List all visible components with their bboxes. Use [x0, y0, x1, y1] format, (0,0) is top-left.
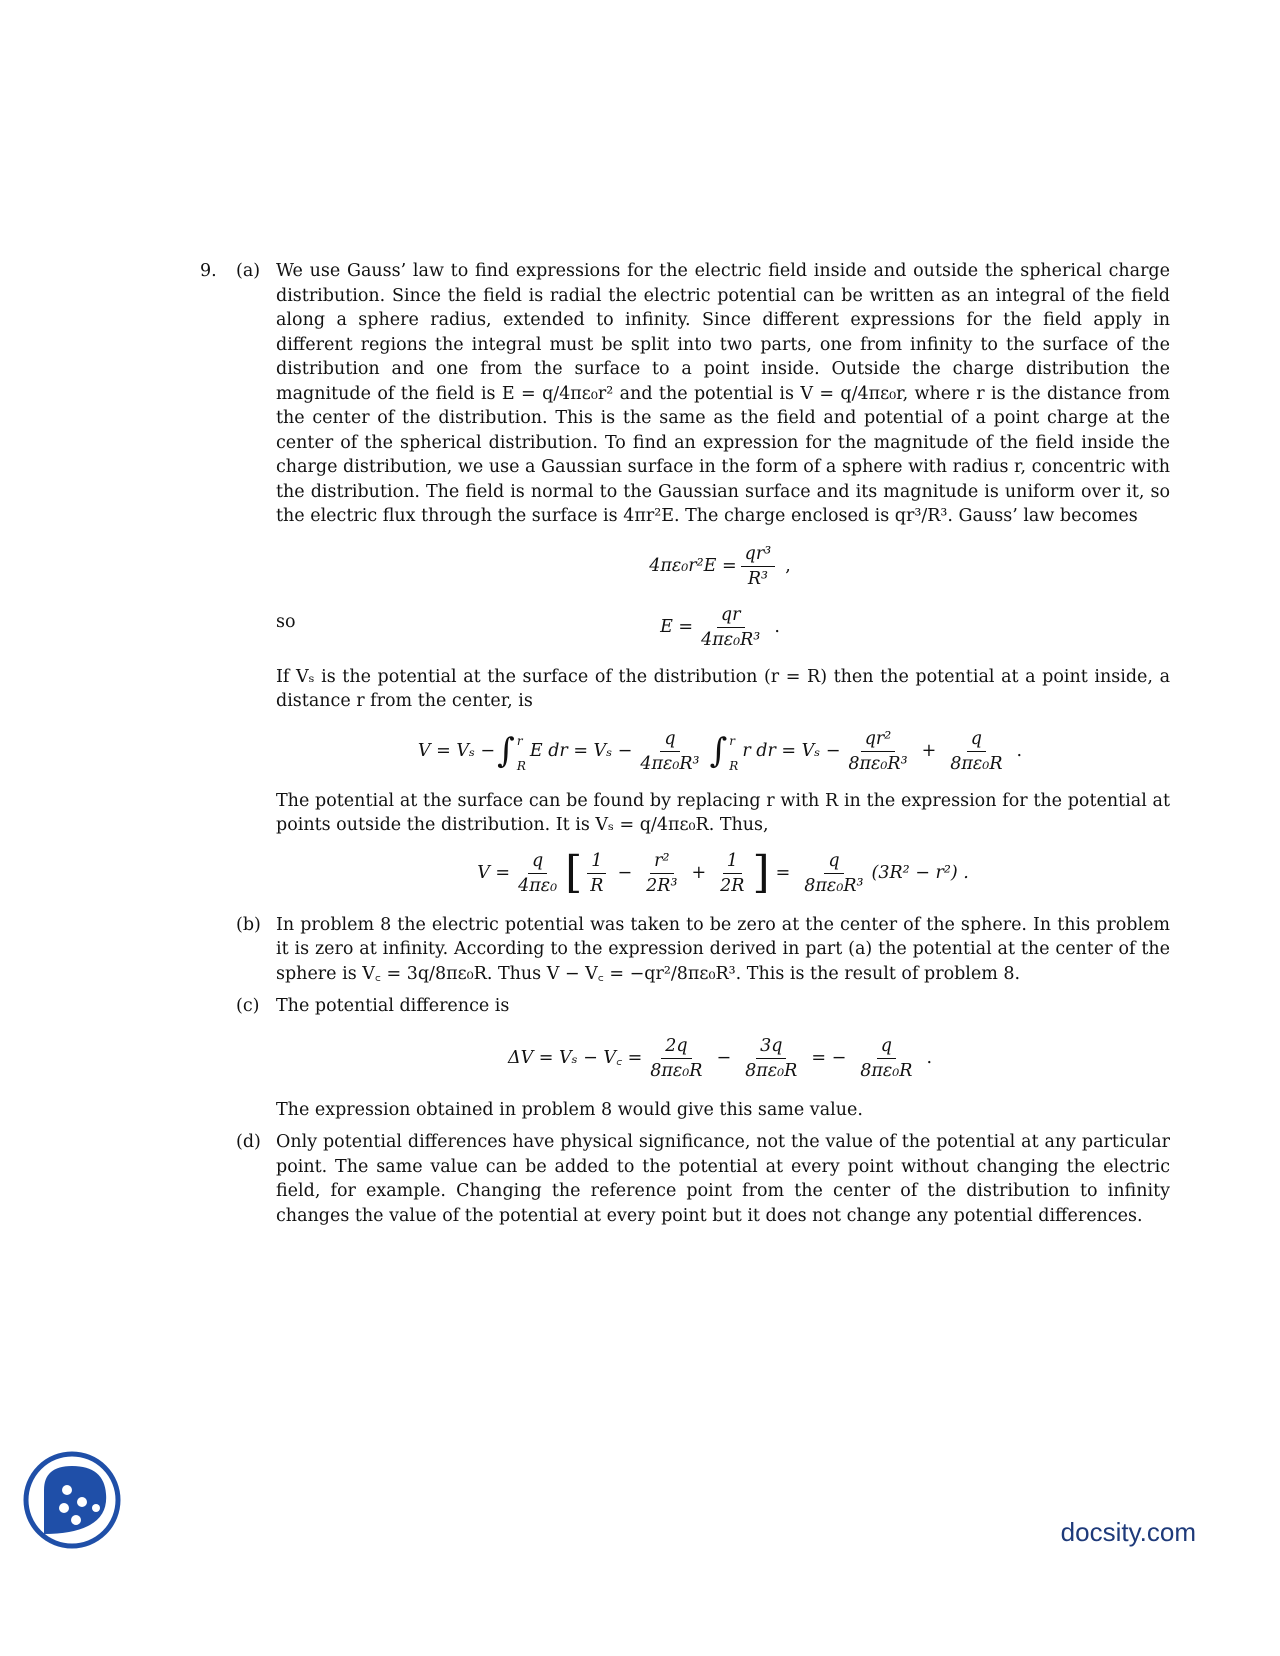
eq4-g1-denominator: R [590, 875, 604, 896]
eq4-f2-denominator: 8πε₀R³ [804, 875, 864, 896]
eq4-f2-numerator: q [824, 850, 843, 874]
integral-2-limits [729, 729, 738, 773]
eq5-f1-denominator: 8πε₀R [650, 1060, 703, 1081]
integral-sign-1: ∫ [497, 731, 515, 771]
eq4-minus: − [617, 862, 633, 883]
eq3-part-a: V = Vₛ − [417, 740, 496, 761]
eq1-tail: , [785, 555, 791, 576]
eq5-fraction-3 [856, 1035, 916, 1082]
part-a-label: (a) [236, 261, 261, 281]
eq5-f3-denominator: 8πε₀R [860, 1060, 913, 1081]
eq4-g-fraction-3 [716, 850, 748, 897]
eq5-lhs: ΔV = Vₛ − V꜀ = [507, 1047, 643, 1068]
part-c-text: The potential difference is [276, 996, 510, 1016]
eq3-fraction-3 [946, 728, 1006, 775]
so-word: so [276, 611, 296, 632]
eq3-tail: . [1016, 740, 1023, 761]
eq2-fraction [697, 604, 764, 651]
eq4-g-fraction-1 [586, 850, 607, 897]
integral-1-lower: R [516, 758, 526, 773]
eq3-part-b: E dr = Vₛ − [529, 740, 633, 761]
equation-potential-difference [276, 1035, 1170, 1082]
equation-field-inside [276, 604, 1170, 651]
right-bracket: ] [752, 847, 770, 898]
eq3-f2-numerator: qr² [861, 728, 896, 752]
part-d-text: Only potential differences have physical significance, not the value of the potential at any particular point. The same value can be added to the potential at every point without changing the electric field, for example. Changing the reference point from the center of the distribution to infinity changes the value of the potential at every point but it does not change any potential differences. [276, 1132, 1170, 1226]
eq5-tail: . [926, 1047, 933, 1068]
eq3-f3-denominator: 8πε₀R [950, 753, 1003, 774]
eq3-f1-numerator: q [660, 728, 679, 752]
eq4-tail: (3R² − r²) . [871, 862, 969, 883]
eq3-f1-denominator: 4πε₀R³ [640, 753, 700, 774]
part-c-after: The expression obtained in problem 8 would give this same value. [276, 1099, 863, 1120]
integral-sign-2: ∫ [709, 731, 728, 771]
part-b-label: (b) [236, 914, 261, 935]
docsity-logo-icon[interactable] [22, 1450, 122, 1550]
part-d [200, 1130, 1170, 1228]
eq1-denominator: R³ [747, 568, 769, 589]
eq4-g2-denominator: 2R³ [646, 875, 678, 896]
integral-1-upper: r [516, 734, 523, 748]
eq4-fraction-2 [800, 850, 867, 897]
eq3-fraction-1 [636, 728, 703, 775]
part-c-label: (c) [236, 996, 260, 1016]
eq5-minus: − [716, 1047, 732, 1068]
eq3-plus: + [921, 740, 937, 761]
equation-potential-final [276, 847, 1170, 898]
eq2-lhs: E = [660, 616, 694, 637]
eq4-g1-numerator: 1 [587, 850, 606, 874]
eq4-fraction-1 [514, 850, 561, 897]
eq5-fraction-2 [741, 1035, 801, 1082]
eq2-tail: . [774, 616, 780, 637]
eq5-f2-numerator: 3q [756, 1035, 786, 1059]
eq5-f3-numerator: q [877, 1035, 896, 1059]
eq4-f1-denominator: 4πε₀ [518, 875, 558, 896]
problem-number: 9. [200, 261, 217, 281]
eq3-f2-denominator: 8πε₀R³ [848, 753, 908, 774]
eq5-f1-numerator: 2q [661, 1035, 691, 1059]
eq1-numerator: qr³ [741, 543, 776, 567]
eq3-f3-numerator: q [967, 728, 986, 752]
docsity-brand-link[interactable]: docsity.com [1060, 1517, 1196, 1547]
eq2-numerator: qr [717, 604, 745, 628]
equation-potential-inside [276, 728, 1170, 775]
left-bracket: [ [565, 847, 583, 898]
eq5-f2-denominator: 8πε₀R [745, 1060, 798, 1081]
integral-1-limits [517, 729, 526, 773]
surface-potential-text: If Vₛ is the potential at the surface of the distribution (r = R) then the potential at a point inside, a distance r from the center, is [276, 666, 1170, 711]
eq5-fraction-1 [646, 1035, 706, 1082]
eq4-f1-numerator: q [528, 850, 547, 874]
part-c [200, 994, 1170, 1122]
integral-2-upper: r [729, 734, 736, 748]
eq5-equals: = − [811, 1047, 847, 1068]
eq4-plus: + [691, 862, 707, 883]
eq4-equals: = [775, 862, 791, 883]
part-a [200, 259, 1170, 897]
part-b-text: In problem 8 the electric potential was taken to be zero at the center of the sphere. In this problem it is zero at infinity. According to the expression derived in part (a) the potential at the center of the sphere is V꜀ = 3q/8πε₀R. Thus V − V꜀ = −qr²/8πε₀R³. This is the result of problem 8. [276, 914, 1170, 984]
eq4-g2-numerator: r² [650, 850, 673, 874]
integral-2-lower: R [729, 758, 739, 773]
part-a-intro: We use Gauss’ law to find expressions for the electric field inside and outside the spherical charge distribution. Since the field is radial the electric potential can be written as an integral of the field along a sphere radius, extended to infinity. Since different expressions for the field apply in different regions the integral must be split into two parts, one from infinity to the surface of the distribution and one from the surface to a point inside. Outside the charge distribution the magnitude of the field is E = q/4πε₀r² and the potential is V = q/4πε₀r, where r is the distance from the center of the distribution. This is the same as the field and potential of a point charge at the center of the spherical distribution. To find an expression for the magnitude of the field inside the charge distribution, we use a Gaussian surface in the form of a sphere with radius r, concentric with the distribution. The field is normal to the Gaussian surface and its magnitude is uniform over it, so the electric flux through the surface is 4πr²E. The charge enclosed is qr³/R³. Gauss’ law becomes [276, 261, 1170, 526]
eq4-lhs: V = [477, 862, 511, 883]
eq4-g3-denominator: 2R [720, 875, 745, 896]
surface-value-text: The potential at the surface can be found by replacing r with R in the expression for the potential at points outside the distribution. It is Vₛ = q/4πε₀R. Thus, [276, 790, 1170, 835]
part-b [200, 913, 1170, 987]
part-d-label: (d) [236, 1132, 261, 1152]
equation-gauss-law [276, 543, 1170, 590]
eq3-part-c: r dr = Vₛ − [742, 740, 841, 761]
eq1-lhs: 4πε₀r²E = [649, 555, 737, 576]
problem-9 [200, 259, 1170, 1228]
eq1-fraction [741, 543, 776, 590]
eq4-g3-numerator: 1 [723, 850, 742, 874]
eq2-denominator: 4πε₀R³ [701, 629, 761, 650]
eq3-fraction-2 [844, 728, 911, 775]
eq4-g-fraction-2 [642, 850, 681, 897]
